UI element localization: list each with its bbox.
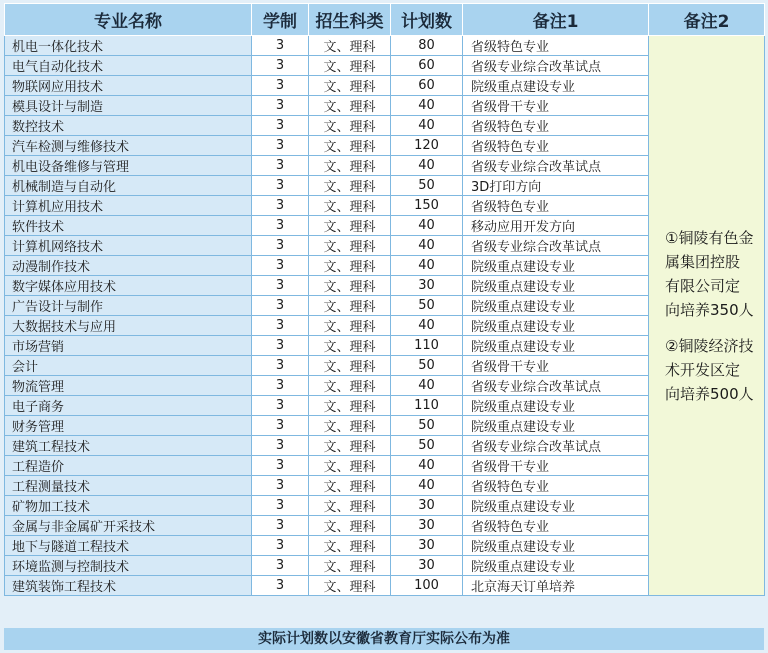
plan-count-cell: 40 xyxy=(391,156,463,176)
note-1-cell: 省级专业综合改革试点 xyxy=(463,376,649,396)
category-cell: 文、理科 xyxy=(309,336,391,356)
major-name-cell: 物联网应用技术 xyxy=(5,76,252,96)
major-name-cell: 模具设计与制造 xyxy=(5,96,252,116)
note-1-cell: 省级特色专业 xyxy=(463,516,649,536)
plan-count-cell: 40 xyxy=(391,216,463,236)
plan-count-cell: 40 xyxy=(391,316,463,336)
duration-cell: 3 xyxy=(252,236,309,256)
header-row xyxy=(5,4,765,36)
duration-cell: 3 xyxy=(252,396,309,416)
duration-cell: 3 xyxy=(252,36,309,56)
major-name-cell: 软件技术 xyxy=(5,216,252,236)
duration-cell: 3 xyxy=(252,216,309,236)
note-1-cell: 省级专业综合改革试点 xyxy=(463,156,649,176)
category-cell: 文、理科 xyxy=(309,296,391,316)
plan-count-cell: 100 xyxy=(391,576,463,596)
duration-cell: 3 xyxy=(252,56,309,76)
note-1-cell: 院级重点建设专业 xyxy=(463,536,649,556)
table-row xyxy=(5,36,765,56)
category-cell: 文、理科 xyxy=(309,476,391,496)
category-cell: 文、理科 xyxy=(309,116,391,136)
plan-count-cell: 50 xyxy=(391,296,463,316)
major-name-cell: 会计 xyxy=(5,356,252,376)
duration-cell: 3 xyxy=(252,76,309,96)
duration-cell: 3 xyxy=(252,496,309,516)
duration-cell: 3 xyxy=(252,476,309,496)
major-name-cell: 金属与非金属矿开采技术 xyxy=(5,516,252,536)
plan-count-cell: 40 xyxy=(391,96,463,116)
plan-count-cell: 40 xyxy=(391,376,463,396)
note-1-cell: 省级骨干专业 xyxy=(463,456,649,476)
duration-cell: 3 xyxy=(252,576,309,596)
category-cell: 文、理科 xyxy=(309,356,391,376)
note-1-cell: 省级骨干专业 xyxy=(463,356,649,376)
major-name-cell: 工程测量技术 xyxy=(5,476,252,496)
note-1-cell: 省级特色专业 xyxy=(463,196,649,216)
category-cell: 文、理科 xyxy=(309,236,391,256)
category-cell: 文、理科 xyxy=(309,556,391,576)
major-name-cell: 机电设备维修与管理 xyxy=(5,156,252,176)
note-2-item: ②铜陵经济技术开发区定向培养500人 xyxy=(665,336,754,403)
note-1-cell: 移动应用开发方向 xyxy=(463,216,649,236)
plan-count-cell: 60 xyxy=(391,76,463,96)
note-1-cell: 院级重点建设专业 xyxy=(463,496,649,516)
duration-cell: 3 xyxy=(252,556,309,576)
category-cell: 文、理科 xyxy=(309,216,391,236)
category-cell: 文、理科 xyxy=(309,516,391,536)
category-cell: 文、理科 xyxy=(309,156,391,176)
plan-count-cell: 40 xyxy=(391,236,463,256)
category-cell: 文、理科 xyxy=(309,76,391,96)
category-cell: 文、理科 xyxy=(309,56,391,76)
category-cell: 文、理科 xyxy=(309,316,391,336)
category-cell: 文、理科 xyxy=(309,416,391,436)
note-1-cell: 省级特色专业 xyxy=(463,36,649,56)
category-cell: 文、理科 xyxy=(309,436,391,456)
category-cell: 文、理科 xyxy=(309,36,391,56)
category-cell: 文、理科 xyxy=(309,396,391,416)
duration-cell: 3 xyxy=(252,436,309,456)
major-name-cell: 建筑装饰工程技术 xyxy=(5,576,252,596)
plan-count-cell: 40 xyxy=(391,476,463,496)
note-1-cell: 院级重点建设专业 xyxy=(463,296,649,316)
major-name-cell: 广告设计与制作 xyxy=(5,296,252,316)
note-1-cell: 省级特色专业 xyxy=(463,136,649,156)
header-note-2: 备注2 xyxy=(649,4,765,36)
note-1-cell: 3D打印方向 xyxy=(463,176,649,196)
plan-count-cell: 40 xyxy=(391,456,463,476)
major-name-cell: 电子商务 xyxy=(5,396,252,416)
plan-count-cell: 30 xyxy=(391,516,463,536)
note-1-cell: 省级专业综合改革试点 xyxy=(463,236,649,256)
plan-count-cell: 50 xyxy=(391,416,463,436)
major-name-cell: 环境监测与控制技术 xyxy=(5,556,252,576)
table-body xyxy=(5,36,765,596)
note-1-cell: 省级专业综合改革试点 xyxy=(463,56,649,76)
category-cell: 文、理科 xyxy=(309,276,391,296)
duration-cell: 3 xyxy=(252,116,309,136)
plan-count-cell: 50 xyxy=(391,176,463,196)
note-1-cell: 院级重点建设专业 xyxy=(463,396,649,416)
plan-count-cell: 30 xyxy=(391,556,463,576)
major-name-cell: 财务管理 xyxy=(5,416,252,436)
note-1-cell: 院级重点建设专业 xyxy=(463,276,649,296)
note-1-cell: 北京海天订单培养 xyxy=(463,576,649,596)
header-category: 招生科类 xyxy=(309,4,391,36)
note-1-cell: 院级重点建设专业 xyxy=(463,316,649,336)
plan-count-cell: 30 xyxy=(391,276,463,296)
major-name-cell: 地下与隧道工程技术 xyxy=(5,536,252,556)
duration-cell: 3 xyxy=(252,196,309,216)
plan-count-cell: 80 xyxy=(391,36,463,56)
note-1-cell: 院级重点建设专业 xyxy=(463,416,649,436)
header-duration: 学制 xyxy=(252,4,309,36)
duration-cell: 3 xyxy=(252,276,309,296)
major-name-cell: 计算机应用技术 xyxy=(5,196,252,216)
plan-count-cell: 150 xyxy=(391,196,463,216)
duration-cell: 3 xyxy=(252,256,309,276)
note-1-cell: 院级重点建设专业 xyxy=(463,556,649,576)
note-2-item: ①铜陵有色金属集团控股有限公司定向培养350人 xyxy=(665,228,754,319)
plan-count-cell: 50 xyxy=(391,436,463,456)
duration-cell: 3 xyxy=(252,516,309,536)
plan-count-cell: 40 xyxy=(391,116,463,136)
major-name-cell: 电气自动化技术 xyxy=(5,56,252,76)
plan-count-cell: 110 xyxy=(391,396,463,416)
plan-count-cell: 50 xyxy=(391,356,463,376)
duration-cell: 3 xyxy=(252,336,309,356)
major-name-cell: 机电一体化技术 xyxy=(5,36,252,56)
header-note-1: 备注1 xyxy=(463,4,649,36)
plan-count-cell: 110 xyxy=(391,336,463,356)
major-name-cell: 机械制造与自动化 xyxy=(5,176,252,196)
duration-cell: 3 xyxy=(252,176,309,196)
plan-count-cell: 30 xyxy=(391,496,463,516)
category-cell: 文、理科 xyxy=(309,536,391,556)
duration-cell: 3 xyxy=(252,96,309,116)
major-name-cell: 数字媒体应用技术 xyxy=(5,276,252,296)
category-cell: 文、理科 xyxy=(309,496,391,516)
duration-cell: 3 xyxy=(252,156,309,176)
note-1-cell: 省级骨干专业 xyxy=(463,96,649,116)
category-cell: 文、理科 xyxy=(309,96,391,116)
plan-count-cell: 60 xyxy=(391,56,463,76)
duration-cell: 3 xyxy=(252,456,309,476)
major-name-cell: 物流管理 xyxy=(5,376,252,396)
major-name-cell: 矿物加工技术 xyxy=(5,496,252,516)
category-cell: 文、理科 xyxy=(309,136,391,156)
duration-cell: 3 xyxy=(252,136,309,156)
note-1-cell: 省级特色专业 xyxy=(463,116,649,136)
category-cell: 文、理科 xyxy=(309,176,391,196)
duration-cell: 3 xyxy=(252,536,309,556)
major-name-cell: 建筑工程技术 xyxy=(5,436,252,456)
major-name-cell: 动漫制作技术 xyxy=(5,256,252,276)
footer-note: 实际计划数以安徽省教育厅实际公布为准 xyxy=(4,628,764,650)
enrollment-plan-table xyxy=(4,3,765,596)
duration-cell: 3 xyxy=(252,416,309,436)
note-1-cell: 省级专业综合改革试点 xyxy=(463,436,649,456)
major-name-cell: 汽车检测与维修技术 xyxy=(5,136,252,156)
category-cell: 文、理科 xyxy=(309,196,391,216)
major-name-cell: 大数据技术与应用 xyxy=(5,316,252,336)
header-major-name: 专业名称 xyxy=(5,4,252,36)
duration-cell: 3 xyxy=(252,316,309,336)
header-plan-count: 计划数 xyxy=(391,4,463,36)
plan-count-cell: 30 xyxy=(391,536,463,556)
category-cell: 文、理科 xyxy=(309,256,391,276)
duration-cell: 3 xyxy=(252,376,309,396)
major-name-cell: 工程造价 xyxy=(5,456,252,476)
category-cell: 文、理科 xyxy=(309,456,391,476)
major-name-cell: 市场营销 xyxy=(5,336,252,356)
duration-cell: 3 xyxy=(252,356,309,376)
note-2-cell xyxy=(649,36,765,596)
category-cell: 文、理科 xyxy=(309,576,391,596)
category-cell: 文、理科 xyxy=(309,376,391,396)
note-1-cell: 省级特色专业 xyxy=(463,476,649,496)
major-name-cell: 计算机网络技术 xyxy=(5,236,252,256)
note-1-cell: 院级重点建设专业 xyxy=(463,256,649,276)
duration-cell: 3 xyxy=(252,296,309,316)
note-1-cell: 院级重点建设专业 xyxy=(463,336,649,356)
major-name-cell: 数控技术 xyxy=(5,116,252,136)
note-1-cell: 院级重点建设专业 xyxy=(463,76,649,96)
plan-count-cell: 120 xyxy=(391,136,463,156)
plan-count-cell: 40 xyxy=(391,256,463,276)
